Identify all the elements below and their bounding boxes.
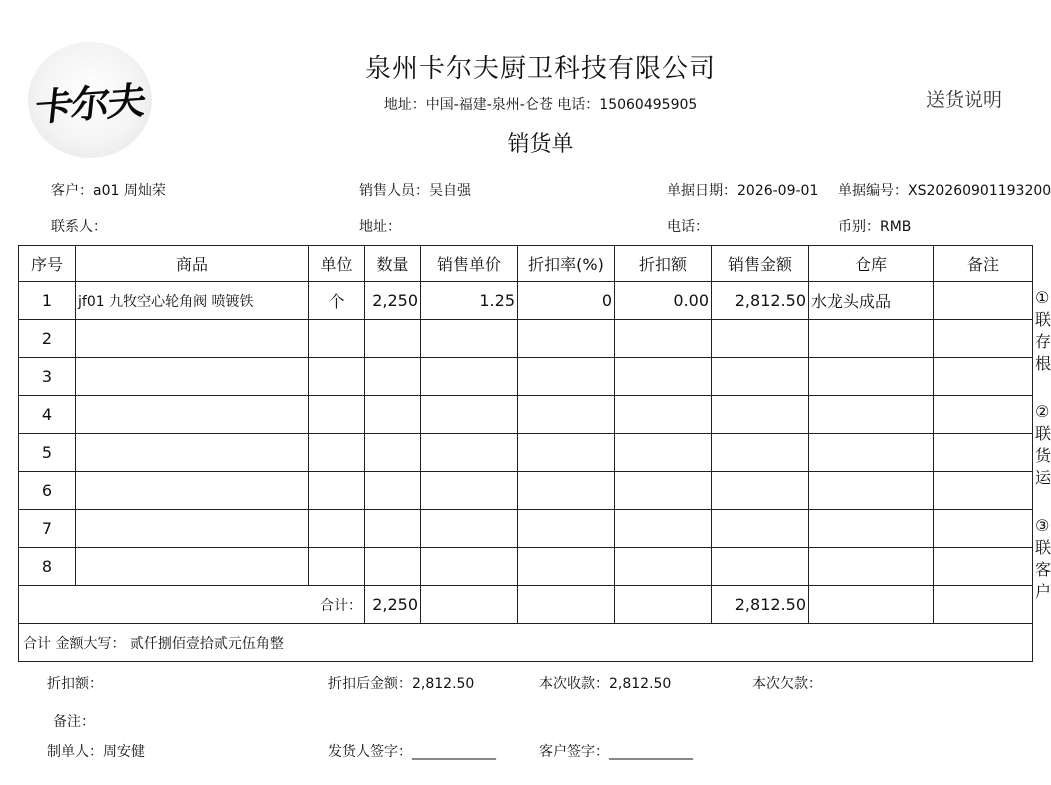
cell-unit	[309, 320, 365, 358]
cell-seq: 8	[19, 548, 76, 586]
cell-discount-rate	[518, 472, 615, 510]
cell-remarks	[934, 320, 1033, 358]
discount-field: 折扣额：	[47, 676, 103, 692]
cell-sales-amount	[712, 396, 809, 434]
company-name: 泉州卡尔夫厨卫科技有限公司	[364, 54, 716, 84]
cell-discount-rate	[518, 510, 615, 548]
total-empty-cell	[934, 586, 1033, 624]
sales-table	[18, 245, 1033, 662]
cell-seq: 2	[19, 320, 76, 358]
cell-qty	[365, 358, 421, 396]
side-note-2: ②联货运	[1035, 402, 1051, 487]
cell-product	[76, 434, 309, 472]
cell-remarks	[934, 358, 1033, 396]
cell-unit	[309, 548, 365, 586]
shipper-signature-field: 发货人签字：____________	[328, 744, 496, 760]
table-header-row	[19, 246, 1033, 282]
header-discount-amount: 折扣额	[615, 246, 712, 282]
document-title: 销货单	[507, 132, 574, 157]
cell-discount-amount	[615, 548, 712, 586]
cell-discount-amount	[615, 320, 712, 358]
cell-unit-price	[421, 320, 518, 358]
header-remarks: 备注	[934, 246, 1033, 282]
cell-unit	[309, 396, 365, 434]
table-row	[19, 282, 1033, 320]
cell-seq: 1	[19, 282, 76, 320]
table-row	[19, 472, 1033, 510]
cell-warehouse	[809, 510, 934, 548]
address-field: 地址：	[359, 219, 401, 235]
cell-warehouse	[809, 548, 934, 586]
cell-discount-amount	[615, 358, 712, 396]
cell-warehouse	[809, 358, 934, 396]
doc-number-field: 单据编号：XS20260901193200	[838, 183, 1051, 199]
after-discount-field: 折扣后金额：2,812.50	[328, 676, 475, 692]
table-row	[19, 548, 1033, 586]
cell-remarks	[934, 434, 1033, 472]
cell-discount-rate	[518, 358, 615, 396]
table-row	[19, 320, 1033, 358]
cell-sales-amount: 2,812.50	[712, 282, 809, 320]
company-address: 地址：中国-福建-泉州-仑苍 电话：15060495905	[383, 97, 698, 113]
amount-in-words-row	[19, 624, 1033, 662]
amount-in-words: 合计 金额大写： 贰仟捌佰壹拾贰元伍角整	[19, 624, 1033, 662]
cell-discount-amount: 0.00	[615, 282, 712, 320]
side-note-3: ③联客户	[1035, 516, 1051, 601]
cell-seq: 7	[19, 510, 76, 548]
remarks-field: 备注：	[53, 714, 95, 730]
cell-qty	[365, 472, 421, 510]
table-row	[19, 396, 1033, 434]
total-row	[19, 586, 1033, 624]
header-unit: 单位	[309, 246, 365, 282]
currency-field: 币别：RMB	[838, 219, 912, 235]
customer-signature-field: 客户签字：____________	[539, 744, 693, 760]
cell-discount-rate	[518, 320, 615, 358]
cell-seq: 4	[19, 396, 76, 434]
cell-remarks	[934, 396, 1033, 434]
cell-product: jf01 九牧空心轮角阀 喷镀铁	[76, 282, 309, 320]
cell-seq: 5	[19, 434, 76, 472]
cell-qty	[365, 396, 421, 434]
cell-qty	[365, 510, 421, 548]
cell-discount-rate	[518, 396, 615, 434]
cell-unit-price	[421, 396, 518, 434]
cell-product	[76, 396, 309, 434]
cell-qty	[365, 434, 421, 472]
header-sales-amount: 销售金额	[712, 246, 809, 282]
table-row	[19, 434, 1033, 472]
cell-seq: 6	[19, 472, 76, 510]
cell-product	[76, 510, 309, 548]
cell-discount-rate	[518, 434, 615, 472]
maker-field: 制单人：周安健	[47, 744, 145, 760]
logo-text: 卡尔夫	[32, 76, 147, 130]
cell-warehouse	[809, 320, 934, 358]
cell-unit	[309, 510, 365, 548]
cell-unit	[309, 472, 365, 510]
cell-warehouse	[809, 434, 934, 472]
total-qty: 2,250	[365, 586, 421, 624]
total-empty-cell	[421, 586, 518, 624]
cell-unit-price	[421, 548, 518, 586]
table-row	[19, 510, 1033, 548]
cell-sales-amount	[712, 320, 809, 358]
side-note-1: ①联存根	[1035, 288, 1051, 373]
cell-product	[76, 548, 309, 586]
cell-sales-amount	[712, 472, 809, 510]
cell-unit-price: 1.25	[421, 282, 518, 320]
delivery-note-label: 送货说明	[926, 89, 1003, 111]
cell-warehouse: 水龙头成品	[809, 282, 934, 320]
cell-discount-amount	[615, 396, 712, 434]
cell-unit	[309, 358, 365, 396]
cell-warehouse	[809, 396, 934, 434]
total-empty-cell	[809, 586, 934, 624]
cell-discount-amount	[615, 472, 712, 510]
cell-discount-amount	[615, 434, 712, 472]
header-qty: 数量	[365, 246, 421, 282]
doc-date-field: 单据日期：2026-09-01	[667, 183, 819, 199]
cell-remarks	[934, 510, 1033, 548]
cell-product	[76, 472, 309, 510]
total-empty-cell	[518, 586, 615, 624]
total-amount: 2,812.50	[712, 586, 809, 624]
cell-unit-price	[421, 472, 518, 510]
cell-unit: 个	[309, 282, 365, 320]
cell-warehouse	[809, 472, 934, 510]
cell-discount-rate	[518, 548, 615, 586]
cell-remarks	[934, 472, 1033, 510]
header-product: 商品	[76, 246, 309, 282]
cell-unit-price	[421, 358, 518, 396]
cell-discount-rate: 0	[518, 282, 615, 320]
total-label: 合计：	[19, 586, 365, 624]
header-discount-rate: 折扣率(%)	[518, 246, 615, 282]
header-seq: 序号	[19, 246, 76, 282]
cell-unit-price	[421, 434, 518, 472]
header-warehouse: 仓库	[809, 246, 934, 282]
customer-field: 客户：a01 周灿荣	[51, 183, 166, 199]
cell-remarks	[934, 548, 1033, 586]
cell-sales-amount	[712, 358, 809, 396]
cell-qty	[365, 548, 421, 586]
cell-sales-amount	[712, 510, 809, 548]
salesperson-field: 销售人员：吴自强	[359, 183, 471, 199]
cell-qty	[365, 320, 421, 358]
total-empty-cell	[615, 586, 712, 624]
table-row	[19, 358, 1033, 396]
cell-unit	[309, 434, 365, 472]
cell-unit-price	[421, 510, 518, 548]
cell-discount-amount	[615, 510, 712, 548]
contact-field: 联系人：	[51, 219, 107, 235]
cell-sales-amount	[712, 548, 809, 586]
cell-qty: 2,250	[365, 282, 421, 320]
owed-field: 本次欠款：	[752, 676, 822, 692]
received-field: 本次收款：2,812.50	[539, 676, 672, 692]
cell-seq: 3	[19, 358, 76, 396]
cell-product	[76, 320, 309, 358]
header-unit-price: 销售单价	[421, 246, 518, 282]
phone-field: 电话：	[667, 219, 709, 235]
cell-sales-amount	[712, 434, 809, 472]
cell-remarks	[934, 282, 1033, 320]
cell-product	[76, 358, 309, 396]
